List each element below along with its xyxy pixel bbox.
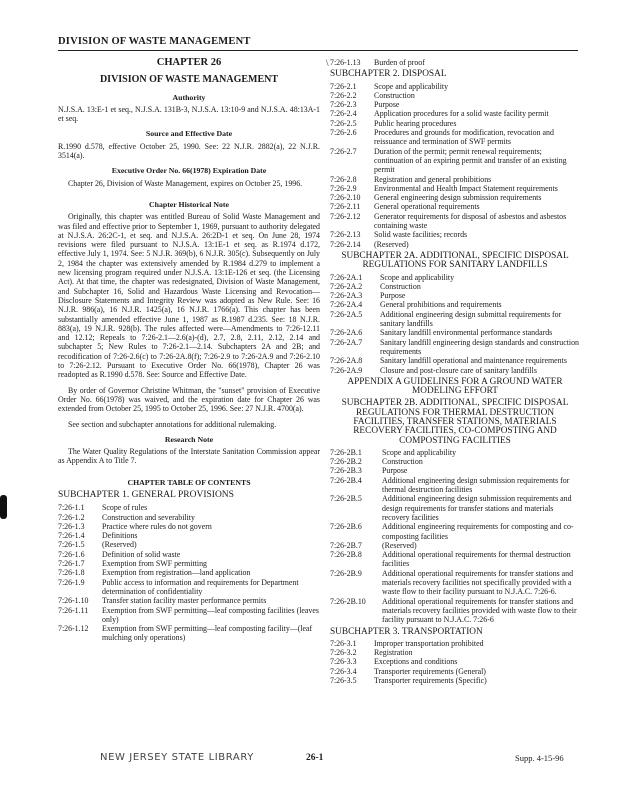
toc-section-number: 7:26-2B.3 bbox=[330, 466, 362, 476]
toc-heading: CHAPTER TABLE OF CONTENTS bbox=[127, 477, 251, 487]
toc-section-title: General engineering design submission requirements bbox=[374, 193, 542, 203]
toc-section-title: Additional operational requirements for thermal destruction facilities bbox=[382, 550, 571, 569]
library-stamp: NEW JERSEY STATE LIBRARY bbox=[100, 752, 254, 763]
toc-section-title: Additional engineering design submittal requirements for sanitary landfills bbox=[380, 309, 562, 329]
toc-row bbox=[330, 550, 580, 569]
toc-section-title: Transfer station facility master performance permits bbox=[102, 596, 267, 606]
toc-section-title: (Reserved) bbox=[382, 540, 417, 550]
toc-section-number: 7:26-2.7 bbox=[330, 146, 357, 156]
toc-section-number: 7:26-2A.9 bbox=[330, 365, 363, 375]
toc-row bbox=[330, 338, 580, 357]
toc-section-title: Scope and applicability bbox=[374, 81, 449, 91]
toc-row bbox=[58, 596, 320, 605]
toc-row bbox=[330, 457, 580, 466]
toc-section-title: Generator requirements for disposal of asbestos and asbestos containing waste bbox=[374, 211, 567, 231]
toc-row bbox=[330, 522, 580, 541]
toc-section-title: Solid waste facilities; records bbox=[374, 230, 468, 240]
toc-row bbox=[58, 540, 320, 549]
margin-mark bbox=[0, 495, 7, 519]
toc-section-number: 7:26-2A.8 bbox=[330, 356, 363, 366]
subchapter-2b-title: SUBCHAPTER 2B. ADDITIONAL, SPECIFIC DISPOSAL REGULATIONS FOR THERMAL DESTRUCTION FACILITIES, TRANSFER STATIONS, MATERIALS RECOVERY FACILITIES, CO-COMPOSTING AND COMPOSTING FACILITIES bbox=[341, 398, 569, 446]
toc-section-number: 7:26-2B.1 bbox=[330, 447, 362, 457]
historical-note-text-2: By order of Governor Christine Whitman, the "sunset" provision of Executive Order No. 66(1978) was waived, and the expiration date for Chapter 26 was extended from October 25, 1995 to October 25, 1996. See: 27 N.J.R. 4700(a). bbox=[58, 385, 320, 414]
toc-row bbox=[330, 667, 580, 676]
toc-row bbox=[330, 119, 580, 128]
toc-row bbox=[330, 541, 580, 550]
toc-section-number: 7:26-2.4 bbox=[330, 109, 357, 119]
toc-row bbox=[330, 448, 580, 457]
toc-section-title: Purpose bbox=[374, 100, 400, 110]
toc-section-number: 7:26-2A.2 bbox=[330, 281, 363, 291]
toc-row bbox=[330, 466, 580, 475]
toc-section-title: Sanitary landfill environmental performance standards bbox=[380, 328, 553, 338]
toc-row bbox=[58, 531, 320, 540]
toc-section-number: 7:26-1.5 bbox=[58, 540, 85, 550]
historical-note-text-3: See section and subchapter annotations for additional rulemaking. bbox=[68, 419, 277, 429]
toc-row bbox=[330, 639, 580, 648]
toc-row bbox=[330, 128, 580, 147]
toc-row bbox=[330, 366, 580, 375]
toc-section-title: General prohibitions and requirements bbox=[380, 300, 502, 310]
toc-section-number: 7:26-1.1 bbox=[58, 503, 85, 513]
exec-order-text: Chapter 26, Division of Waste Management, expires on October 25, 1996. bbox=[68, 178, 303, 188]
toc-row bbox=[330, 184, 580, 193]
toc-section-number: 7:26-1.3 bbox=[58, 521, 85, 531]
header-rule bbox=[58, 50, 578, 51]
toc-row bbox=[58, 522, 320, 531]
toc-section-title: Additional engineering design submission requirements and design requirements for transfer stations and materials recovery facilities bbox=[382, 494, 572, 522]
authority-text: N.J.S.A. 13:E-1 et seq., N.J.S.A. 131B-3, N.J.S.A. 13:10-9 and N.J.S.A. 48:13A-1 et seq. bbox=[58, 104, 320, 124]
toc-row bbox=[330, 193, 580, 202]
toc-section-number: 7:26-2.9 bbox=[330, 183, 357, 193]
toc-section-number: 7:26-2.14 bbox=[330, 239, 361, 249]
toc-section-number: 7:26-2B.2 bbox=[330, 457, 362, 467]
toc-section-number: 7:26-3.3 bbox=[330, 657, 357, 667]
left-column bbox=[58, 58, 320, 643]
subchapter-2a-title: SUBCHAPTER 2A. ADDITIONAL, SPECIFIC DISPOSAL REGULATIONS FOR SANITARY LANDFILLS bbox=[341, 250, 569, 271]
toc-section-title: General operational requirements bbox=[374, 202, 480, 212]
toc-section-number: 7:26-2A.4 bbox=[330, 300, 363, 310]
subchapter-2-list bbox=[330, 82, 580, 249]
toc-row bbox=[58, 559, 320, 568]
toc-section-number: 7:26-3.5 bbox=[330, 676, 357, 685]
toc-section-title: Construction bbox=[380, 281, 421, 291]
toc-section-title: Transporter requirements (General) bbox=[374, 666, 486, 676]
toc-row bbox=[330, 676, 580, 685]
subchapter-1-title: SUBCHAPTER 1. GENERAL PROVISIONS bbox=[58, 489, 234, 500]
toc-section-title: Exemption from registration—land application bbox=[102, 568, 251, 578]
source-text: R.1990 d.578, effective October 25, 1990. See: 22 N.J.R. 2882(a), 22 N.J.R. 3514(a). bbox=[58, 141, 320, 161]
toc-row bbox=[330, 356, 580, 365]
toc-section-number: 7:26-2.2 bbox=[330, 90, 357, 100]
toc-section-title: Registration and general prohibitions bbox=[374, 174, 492, 184]
toc-section-title: Exemption from SWF permitting—leaf composting facilities (leaves only) bbox=[102, 605, 319, 624]
toc-section-title: Application procedures for a solid waste facility permit bbox=[374, 109, 549, 119]
toc-row bbox=[58, 568, 320, 577]
toc-section-number: 7:26-2.1 bbox=[330, 81, 357, 91]
toc-section-title: Definition of solid waste bbox=[102, 549, 181, 559]
toc-section-title: Additional engineering requirements for composting and co-composting facilities bbox=[382, 522, 574, 541]
toc-section-number: 7:26-2B.6 bbox=[330, 522, 362, 532]
margin-tick: \ bbox=[326, 58, 329, 68]
toc-section-number: 7:26-1.4 bbox=[58, 531, 85, 541]
toc-row bbox=[330, 291, 580, 300]
toc-row bbox=[58, 606, 320, 625]
toc-row bbox=[330, 91, 580, 100]
toc-section-title: Practice where rules do not govern bbox=[102, 521, 212, 531]
toc-row bbox=[330, 476, 580, 495]
subchapter-3-title: SUBCHAPTER 3. TRANSPORTATION bbox=[330, 626, 483, 637]
toc-section-title: Construction bbox=[382, 457, 423, 467]
toc-section-title: Construction bbox=[374, 90, 415, 100]
toc-section-number: 7:26-2A.1 bbox=[330, 272, 363, 282]
toc-section-number: 7:26-2B.8 bbox=[330, 550, 362, 560]
running-header: DIVISION OF WASTE MANAGEMENT bbox=[58, 36, 251, 47]
toc-section-number: 7:26-3.2 bbox=[330, 648, 357, 658]
toc-section-title: Transporter requirements (Specific) bbox=[374, 676, 487, 685]
toc-row bbox=[58, 624, 320, 643]
toc-section-number: 7:26-2B.9 bbox=[330, 568, 362, 578]
toc-section-number: 7:26-2A.7 bbox=[330, 337, 363, 347]
toc-section-title: Registration bbox=[374, 648, 413, 658]
toc-row bbox=[330, 282, 580, 291]
toc-row bbox=[330, 273, 580, 282]
toc-section-title: Improper transportation prohibited bbox=[374, 638, 484, 648]
toc-row bbox=[330, 147, 580, 175]
toc-section-number: 7:26-2.13 bbox=[330, 230, 361, 240]
toc-row bbox=[58, 550, 320, 559]
toc-section-number: 7:26-1.2 bbox=[58, 512, 85, 522]
toc-section-number: 7:26-2.12 bbox=[330, 211, 361, 221]
toc-section-number: 7:26-1.9 bbox=[58, 577, 85, 587]
toc-section-number: 7:26-2.6 bbox=[330, 128, 357, 138]
toc-section-number: 7:26-1.12 bbox=[58, 624, 89, 634]
toc-section-number: 7:26-3.4 bbox=[330, 666, 357, 676]
historical-note-heading: Chapter Historical Note bbox=[149, 199, 229, 209]
toc-row bbox=[330, 328, 580, 337]
toc-section-number: 7:26-2B.5 bbox=[330, 494, 362, 504]
toc-section-title: Scope of rules bbox=[102, 503, 148, 513]
toc-row bbox=[330, 230, 580, 239]
toc-row bbox=[330, 100, 580, 109]
toc-section-title: Construction and severability bbox=[102, 512, 195, 522]
toc-section-title: Closure and post-closure care of sanitary landfills bbox=[380, 365, 537, 375]
page-number: 26-1 bbox=[306, 753, 324, 763]
toc-row bbox=[58, 578, 320, 597]
toc-row bbox=[330, 310, 580, 329]
right-column bbox=[330, 58, 580, 685]
toc-section-number: 7:26-3.1 bbox=[330, 638, 357, 648]
chapter-title: DIVISION OF WASTE MANAGEMENT bbox=[99, 74, 279, 86]
toc-row bbox=[330, 300, 580, 309]
exec-order-heading: Executive Order No. 66(1978) Expiration Date bbox=[111, 166, 267, 176]
authority-heading: Authority bbox=[172, 92, 206, 102]
toc-section-number: 7:26-1.11 bbox=[58, 605, 89, 615]
toc-section-number: 7:26-2B.7 bbox=[330, 540, 362, 550]
toc-row bbox=[330, 175, 580, 184]
toc-section-title: Environmental and Health Impact Statement requirements bbox=[374, 183, 558, 193]
toc-row: 7:26-1.13 Burden of proof bbox=[330, 58, 425, 67]
toc-section-title: Exemption from SWF permitting—leaf composting facility—(leaf mulching only operations) bbox=[102, 624, 313, 643]
toc-section-number: 7:26-2.5 bbox=[330, 118, 357, 128]
toc-section-title: Additional operational requirements for transfer stations and materials recovery facilities not specifically provided with a waste flow to their facility pursuant to N.J.A.C. 7:26-6. bbox=[382, 568, 574, 597]
toc-section-title: Additional operational requirements for transfer stations and materials recovery facilities provided with waste flow to their facility pursuant to N.J.A.C. 7:26-6 bbox=[382, 596, 577, 625]
toc-section-title: Purpose bbox=[382, 466, 408, 476]
toc-row bbox=[58, 513, 320, 522]
toc-section-number: 7:26-2B.10 bbox=[330, 596, 366, 606]
toc-section-title: Procedures and grounds for modification, revocation and reissuance and termination of SWF permits bbox=[374, 128, 554, 147]
subchapter-2b-list bbox=[330, 448, 580, 625]
research-note-text: The Water Quality Regulations of the Interstate Sanitation Commission appear as Appendix A to Title 7. bbox=[58, 447, 320, 466]
toc-section-number: 7:26-2.10 bbox=[330, 193, 361, 203]
subchapter-1-list bbox=[58, 503, 320, 642]
toc-row bbox=[330, 82, 580, 91]
toc-section-number: 7:26-2.8 bbox=[330, 174, 357, 184]
toc-row bbox=[330, 212, 580, 231]
toc-section-number: 7:26-2A.6 bbox=[330, 328, 363, 338]
toc-section-title: Scope and applicability bbox=[380, 272, 455, 282]
toc-section-title: Purpose bbox=[380, 291, 406, 301]
toc-section-title: Exceptions and conditions bbox=[374, 657, 458, 667]
toc-section-title: Exemption from SWF permitting bbox=[102, 559, 207, 569]
toc-section-number: 7:26-1.10 bbox=[58, 596, 89, 606]
toc-section-number: 7:26-1.7 bbox=[58, 559, 85, 569]
toc-section-number: 7:26-2A.5 bbox=[330, 309, 363, 319]
chapter-number: CHAPTER 26 bbox=[156, 57, 222, 68]
toc-section-title: Public hearing procedures bbox=[374, 118, 457, 128]
toc-section-title: Sanitary landfill operational and maintenance requirements bbox=[380, 356, 567, 366]
toc-row bbox=[330, 109, 580, 118]
toc-section-title: Definitions bbox=[102, 531, 138, 541]
toc-row bbox=[330, 569, 580, 597]
toc-section-title: Scope and applicability bbox=[382, 447, 457, 457]
appendix-a-title: APPENDIX A GUIDELINES FOR A GROUND WATER MODELING EFFORT bbox=[347, 376, 563, 397]
toc-row bbox=[330, 202, 580, 211]
toc-section-number: 7:26-1.6 bbox=[58, 549, 85, 559]
toc-row bbox=[330, 597, 580, 625]
source-heading: Source and Effective Date bbox=[145, 129, 233, 139]
toc-row bbox=[330, 648, 580, 657]
toc-section-title: Duration of the permit; permit renewal requirements; continuation of an expiring permit and transfer of an existing permit bbox=[374, 146, 567, 175]
toc-section-title: (Reserved) bbox=[374, 239, 409, 249]
toc-row bbox=[330, 240, 580, 249]
research-note-heading: Research Note bbox=[164, 434, 214, 444]
toc-row bbox=[330, 494, 580, 522]
toc-section-title: (Reserved) bbox=[102, 540, 137, 550]
toc-section-number: 7:26-1.8 bbox=[58, 568, 85, 578]
toc-section-title: Public access to information and requirements for Department determination of confidentiality bbox=[102, 577, 299, 596]
toc-row bbox=[58, 503, 320, 512]
toc-section-title: Additional engineering design submission requirements for thermal destruction facilities bbox=[382, 475, 570, 495]
toc-section-number: 7:26-2.3 bbox=[330, 100, 357, 110]
toc-section-title: Sanitary landfill engineering design standards and construction requirements bbox=[380, 337, 579, 356]
subchapter-2a-list bbox=[330, 273, 580, 375]
supplement-date: Supp. 4-15-96 bbox=[515, 753, 564, 763]
historical-note-text: Originally, this chapter was entitled Bureau of Solid Waste Management and was filed and effective prior to September 1, 1969, pursuant to authority delegated at N.J.S.A. 26:2C-1, et seq. and N.J.S.A. 26:2D-1 et seq. On June 28, 1974 revisions were filed pursuant to N.J.S.A. 13:1E-1 et seq. as R.1974 d.172, effective July 1, 1974. See: 5 N.J.R. 369(b), 6 N.J.R. 305(c). Subsequently on July 2, 1984 the chapter was extensively amended by R.1984 d.279 to implement a new licensing program required under N.J.S.A. 13:1E-126 et seq. (the Licensing Act). At that time, the chapter was redesignated, Division of Waste Management, and Subchapter 16, Solid and Hazardous Waste Licensing and Revocation—Disclosure Statements and Integrity Review was adopted as New Rule. See: 16 N.J.R. 986(a), 16 N.J.R. 1425(a), 16 N.J.R. 1766(a). This chapter has been substantially amended effective June 1, 1987 as R.1987 d.235. See: 18 N.J.R. 883(a), 19 N.J.R. 928(b). The rules affected were—Amendments to 7:26-12.11 and 12.12; Repeals to 7:26-2.1—2.6(a)-(d), 2.7, 2.8, 2.11, 2.12, 2.14 and subchapter 5; New Rules to 7:26-2.1—2.14. Subchapters 2A and 2B; and recodification of 7:26-2.6(c) to 7:26-2A.8(f); 7:26-2.9 to 7:26-2A.9 and 7:26-2.10 to 7:26-2.12. Pursuant to Executive Order No. 66(1978), Chapter 26 was readopted as R.1990 d.578. See: Source and Effective Date. bbox=[58, 212, 320, 380]
toc-section-number: 7:26-2B.4 bbox=[330, 475, 362, 485]
subchapter-3-list bbox=[330, 639, 580, 685]
toc-section-number: 7:26-2.11 bbox=[330, 202, 361, 212]
toc-row bbox=[330, 657, 580, 666]
toc-section-number: 7:26-2A.3 bbox=[330, 291, 363, 301]
subchapter-2-title: SUBCHAPTER 2. DISPOSAL bbox=[330, 69, 447, 80]
